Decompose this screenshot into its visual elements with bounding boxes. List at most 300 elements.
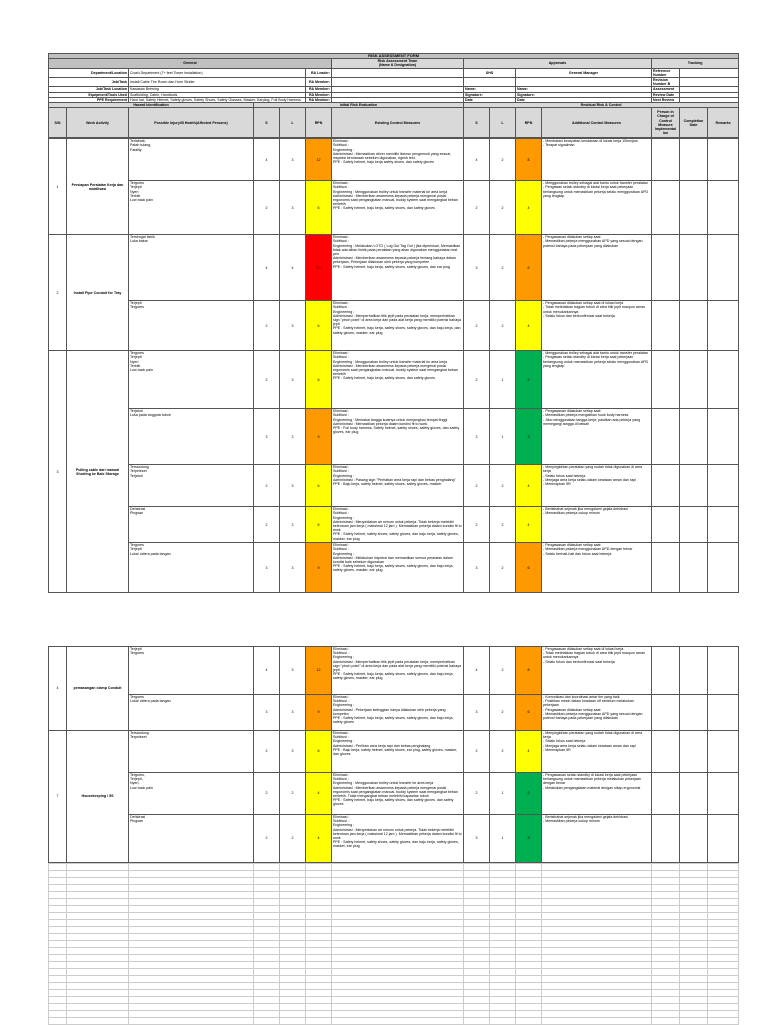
empty-cell[interactable]: [490, 976, 516, 983]
empty-cell[interactable]: [49, 927, 67, 934]
empty-cell[interactable]: [516, 899, 542, 906]
empty-cell[interactable]: [332, 871, 464, 878]
empty-cell[interactable]: [516, 976, 542, 983]
empty-cell[interactable]: [67, 1011, 129, 1018]
empty-cell[interactable]: [280, 1011, 306, 1018]
person-in-charge-cell[interactable]: [652, 181, 680, 235]
empty-cell[interactable]: [542, 906, 652, 913]
empty-cell[interactable]: [306, 934, 332, 941]
empty-cell[interactable]: [516, 1011, 542, 1018]
empty-cell[interactable]: [67, 983, 129, 990]
empty-cell[interactable]: [542, 983, 652, 990]
empty-cell[interactable]: [49, 990, 67, 997]
empty-cell[interactable]: [680, 906, 708, 913]
empty-cell[interactable]: [280, 955, 306, 962]
empty-cell[interactable]: [332, 941, 464, 948]
empty-cell[interactable]: [542, 948, 652, 955]
empty-cell[interactable]: [464, 941, 490, 948]
empty-cell[interactable]: [464, 962, 490, 969]
empty-cell[interactable]: [652, 899, 680, 906]
empty-cell[interactable]: [516, 1004, 542, 1011]
empty-cell[interactable]: [516, 948, 542, 955]
empty-cell[interactable]: [464, 997, 490, 1004]
empty-cell[interactable]: [708, 1004, 739, 1011]
empty-cell[interactable]: [129, 976, 254, 983]
remarks-cell[interactable]: [708, 465, 739, 507]
empty-cell[interactable]: [280, 962, 306, 969]
empty-cell[interactable]: [254, 976, 280, 983]
empty-cell[interactable]: [49, 1011, 67, 1018]
empty-cell[interactable]: [280, 871, 306, 878]
empty-cell[interactable]: [280, 885, 306, 892]
empty-cell[interactable]: [67, 899, 129, 906]
empty-cell[interactable]: [680, 885, 708, 892]
empty-cell[interactable]: [332, 864, 464, 871]
empty-cell[interactable]: [254, 871, 280, 878]
empty-cell[interactable]: [306, 1018, 332, 1025]
empty-cell[interactable]: [332, 976, 464, 983]
empty-cell[interactable]: [708, 941, 739, 948]
empty-cell[interactable]: [516, 920, 542, 927]
empty-cell[interactable]: [49, 955, 67, 962]
empty-cell[interactable]: [306, 906, 332, 913]
empty-cell[interactable]: [67, 997, 129, 1004]
empty-cell[interactable]: [490, 864, 516, 871]
empty-cell[interactable]: [708, 1018, 739, 1025]
empty-cell[interactable]: [680, 913, 708, 920]
empty-cell[interactable]: [67, 962, 129, 969]
empty-cell[interactable]: [652, 948, 680, 955]
empty-cell[interactable]: [652, 871, 680, 878]
empty-cell[interactable]: [464, 955, 490, 962]
empty-cell[interactable]: [254, 878, 280, 885]
empty-cell[interactable]: [332, 983, 464, 990]
person-in-charge-cell[interactable]: [652, 235, 680, 301]
empty-cell[interactable]: [708, 885, 739, 892]
empty-cell[interactable]: [652, 934, 680, 941]
empty-cell[interactable]: [129, 892, 254, 899]
empty-cell[interactable]: [254, 997, 280, 1004]
empty-cell[interactable]: [490, 990, 516, 997]
completion-date-cell[interactable]: [680, 731, 708, 773]
empty-cell[interactable]: [280, 990, 306, 997]
ra-leader-value[interactable]: [332, 68, 464, 77]
empty-cell[interactable]: [652, 1018, 680, 1025]
completion-date-cell[interactable]: [680, 773, 708, 815]
empty-cell[interactable]: [254, 941, 280, 948]
empty-cell[interactable]: [542, 934, 652, 941]
empty-cell[interactable]: [280, 997, 306, 1004]
empty-cell[interactable]: [464, 899, 490, 906]
empty-cell[interactable]: [306, 983, 332, 990]
remarks-cell[interactable]: [708, 731, 739, 773]
empty-cell[interactable]: [306, 962, 332, 969]
empty-cell[interactable]: [652, 955, 680, 962]
empty-cell[interactable]: [680, 962, 708, 969]
empty-cell[interactable]: [129, 1018, 254, 1025]
empty-cell[interactable]: [254, 983, 280, 990]
empty-cell[interactable]: [516, 941, 542, 948]
empty-cell[interactable]: [680, 892, 708, 899]
empty-cell[interactable]: [306, 948, 332, 955]
empty-cell[interactable]: [516, 969, 542, 976]
empty-cell[interactable]: [49, 878, 67, 885]
empty-cell[interactable]: [280, 983, 306, 990]
empty-cell[interactable]: [680, 955, 708, 962]
empty-cell[interactable]: [254, 899, 280, 906]
completion-date-cell[interactable]: [680, 543, 708, 593]
empty-cell[interactable]: [129, 927, 254, 934]
empty-cell[interactable]: [680, 934, 708, 941]
empty-cell[interactable]: [680, 948, 708, 955]
empty-cell[interactable]: [490, 983, 516, 990]
empty-cell[interactable]: [67, 934, 129, 941]
empty-cell[interactable]: [129, 983, 254, 990]
remarks-cell[interactable]: [708, 543, 739, 593]
empty-cell[interactable]: [542, 927, 652, 934]
empty-cell[interactable]: [542, 955, 652, 962]
empty-cell[interactable]: [67, 955, 129, 962]
remarks-cell[interactable]: [708, 647, 739, 695]
empty-cell[interactable]: [516, 906, 542, 913]
empty-cell[interactable]: [49, 976, 67, 983]
empty-cell[interactable]: [332, 990, 464, 997]
completion-date-cell[interactable]: [680, 507, 708, 543]
empty-cell[interactable]: [652, 885, 680, 892]
completion-date-cell[interactable]: [680, 301, 708, 351]
empty-cell[interactable]: [67, 1018, 129, 1025]
empty-cell[interactable]: [680, 976, 708, 983]
completion-date-cell[interactable]: [680, 815, 708, 863]
empty-cell[interactable]: [129, 864, 254, 871]
empty-cell[interactable]: [708, 934, 739, 941]
empty-cell[interactable]: [516, 927, 542, 934]
empty-cell[interactable]: [129, 990, 254, 997]
empty-cell[interactable]: [129, 878, 254, 885]
empty-cell[interactable]: [652, 1004, 680, 1011]
empty-cell[interactable]: [680, 1011, 708, 1018]
empty-cell[interactable]: [129, 871, 254, 878]
empty-cell[interactable]: [542, 892, 652, 899]
empty-cell[interactable]: [542, 899, 652, 906]
empty-cell[interactable]: [129, 913, 254, 920]
empty-cell[interactable]: [49, 885, 67, 892]
person-in-charge-cell[interactable]: [652, 409, 680, 465]
empty-cell[interactable]: [306, 885, 332, 892]
person-in-charge-cell[interactable]: [652, 731, 680, 773]
empty-cell[interactable]: [708, 906, 739, 913]
empty-cell[interactable]: [129, 969, 254, 976]
empty-cell[interactable]: [49, 871, 67, 878]
empty-cell[interactable]: [254, 892, 280, 899]
empty-cell[interactable]: [680, 941, 708, 948]
empty-cell[interactable]: [332, 1018, 464, 1025]
empty-cell[interactable]: [129, 920, 254, 927]
empty-cell[interactable]: [464, 927, 490, 934]
revision-number-value[interactable]: [680, 78, 739, 87]
empty-cell[interactable]: [306, 899, 332, 906]
person-in-charge-cell[interactable]: [652, 507, 680, 543]
empty-cell[interactable]: [49, 962, 67, 969]
empty-cell[interactable]: [254, 1004, 280, 1011]
empty-cell[interactable]: [542, 976, 652, 983]
empty-cell[interactable]: [129, 941, 254, 948]
empty-cell[interactable]: [280, 941, 306, 948]
empty-cell[interactable]: [49, 934, 67, 941]
empty-cell[interactable]: [542, 885, 652, 892]
reference-number-value[interactable]: [680, 68, 739, 77]
empty-cell[interactable]: [464, 948, 490, 955]
empty-cell[interactable]: [516, 1018, 542, 1025]
empty-cell[interactable]: [280, 948, 306, 955]
empty-cell[interactable]: [49, 892, 67, 899]
empty-cell[interactable]: [254, 969, 280, 976]
empty-cell[interactable]: [680, 1004, 708, 1011]
empty-cell[interactable]: [708, 962, 739, 969]
remarks-cell[interactable]: [708, 235, 739, 301]
empty-cell[interactable]: [67, 878, 129, 885]
empty-cell[interactable]: [708, 892, 739, 899]
empty-cell[interactable]: [464, 1011, 490, 1018]
completion-date-cell[interactable]: [680, 695, 708, 731]
empty-cell[interactable]: [516, 913, 542, 920]
empty-cell[interactable]: [306, 871, 332, 878]
empty-cell[interactable]: [280, 864, 306, 871]
empty-cell[interactable]: [280, 969, 306, 976]
empty-cell[interactable]: [332, 969, 464, 976]
empty-cell[interactable]: [708, 920, 739, 927]
empty-cell[interactable]: [254, 906, 280, 913]
empty-cell[interactable]: [254, 990, 280, 997]
empty-cell[interactable]: [542, 1018, 652, 1025]
person-in-charge-cell[interactable]: [652, 301, 680, 351]
empty-cell[interactable]: [254, 955, 280, 962]
empty-cell[interactable]: [464, 892, 490, 899]
empty-cell[interactable]: [652, 920, 680, 927]
empty-cell[interactable]: [542, 997, 652, 1004]
empty-cell[interactable]: [464, 1018, 490, 1025]
empty-cell[interactable]: [516, 955, 542, 962]
empty-cell[interactable]: [516, 892, 542, 899]
empty-cell[interactable]: [708, 990, 739, 997]
empty-cell[interactable]: [280, 892, 306, 899]
empty-cell[interactable]: [490, 913, 516, 920]
empty-cell[interactable]: [280, 1018, 306, 1025]
empty-cell[interactable]: [280, 1004, 306, 1011]
empty-cell[interactable]: [67, 906, 129, 913]
remarks-cell[interactable]: [708, 139, 739, 181]
empty-cell[interactable]: [49, 899, 67, 906]
empty-cell[interactable]: [708, 871, 739, 878]
empty-cell[interactable]: [332, 927, 464, 934]
empty-cell[interactable]: [332, 955, 464, 962]
remarks-cell[interactable]: [708, 409, 739, 465]
empty-cell[interactable]: [280, 920, 306, 927]
empty-cell[interactable]: [67, 1004, 129, 1011]
empty-cell[interactable]: [680, 920, 708, 927]
person-in-charge-cell[interactable]: [652, 773, 680, 815]
empty-cell[interactable]: [49, 913, 67, 920]
empty-cell[interactable]: [542, 1004, 652, 1011]
empty-cell[interactable]: [516, 990, 542, 997]
empty-cell[interactable]: [652, 1011, 680, 1018]
empty-cell[interactable]: [652, 913, 680, 920]
empty-cell[interactable]: [332, 1011, 464, 1018]
empty-cell[interactable]: [464, 878, 490, 885]
empty-cell[interactable]: [490, 1011, 516, 1018]
empty-cell[interactable]: [464, 913, 490, 920]
empty-cell[interactable]: [129, 948, 254, 955]
empty-cell[interactable]: [67, 948, 129, 955]
empty-cell[interactable]: [708, 864, 739, 871]
person-in-charge-cell[interactable]: [652, 465, 680, 507]
empty-cell[interactable]: [49, 864, 67, 871]
empty-cell[interactable]: [464, 983, 490, 990]
empty-cell[interactable]: [254, 1018, 280, 1025]
remarks-cell[interactable]: [708, 507, 739, 543]
empty-cell[interactable]: [129, 899, 254, 906]
empty-cell[interactable]: [464, 969, 490, 976]
empty-cell[interactable]: [306, 1004, 332, 1011]
empty-cell[interactable]: [464, 885, 490, 892]
empty-cell[interactable]: [280, 878, 306, 885]
empty-cell[interactable]: [67, 969, 129, 976]
empty-cell[interactable]: [280, 976, 306, 983]
empty-cell[interactable]: [306, 913, 332, 920]
empty-cell[interactable]: [708, 878, 739, 885]
empty-cell[interactable]: [708, 976, 739, 983]
empty-cell[interactable]: [306, 941, 332, 948]
empty-cell[interactable]: [280, 906, 306, 913]
empty-cell[interactable]: [129, 997, 254, 1004]
empty-cell[interactable]: [332, 1004, 464, 1011]
empty-cell[interactable]: [332, 885, 464, 892]
empty-cell[interactable]: [332, 920, 464, 927]
empty-cell[interactable]: [464, 990, 490, 997]
empty-cell[interactable]: [280, 927, 306, 934]
empty-cell[interactable]: [254, 934, 280, 941]
completion-date-cell[interactable]: [680, 647, 708, 695]
empty-cell[interactable]: [306, 997, 332, 1004]
empty-cell[interactable]: [542, 1011, 652, 1018]
empty-cell[interactable]: [332, 997, 464, 1004]
empty-cell[interactable]: [129, 885, 254, 892]
empty-cell[interactable]: [652, 976, 680, 983]
empty-cell[interactable]: [464, 934, 490, 941]
empty-cell[interactable]: [708, 983, 739, 990]
empty-cell[interactable]: [680, 997, 708, 1004]
empty-cell[interactable]: [306, 878, 332, 885]
empty-cell[interactable]: [516, 878, 542, 885]
empty-cell[interactable]: [306, 969, 332, 976]
completion-date-cell[interactable]: [680, 181, 708, 235]
empty-cell[interactable]: [680, 871, 708, 878]
empty-cell[interactable]: [254, 1011, 280, 1018]
remarks-cell[interactable]: [708, 181, 739, 235]
empty-cell[interactable]: [254, 913, 280, 920]
empty-cell[interactable]: [129, 962, 254, 969]
empty-cell[interactable]: [254, 962, 280, 969]
empty-cell[interactable]: [542, 878, 652, 885]
empty-cell[interactable]: [332, 899, 464, 906]
empty-cell[interactable]: [516, 983, 542, 990]
empty-cell[interactable]: [516, 871, 542, 878]
person-in-charge-cell[interactable]: [652, 139, 680, 181]
empty-cell[interactable]: [332, 906, 464, 913]
remarks-cell[interactable]: [708, 773, 739, 815]
empty-cell[interactable]: [490, 997, 516, 1004]
empty-cell[interactable]: [306, 990, 332, 997]
empty-cell[interactable]: [490, 941, 516, 948]
empty-cell[interactable]: [708, 969, 739, 976]
completion-date-cell[interactable]: [680, 139, 708, 181]
empty-cell[interactable]: [464, 906, 490, 913]
empty-cell[interactable]: [67, 941, 129, 948]
empty-cell[interactable]: [542, 913, 652, 920]
completion-date-cell[interactable]: [680, 235, 708, 301]
empty-cell[interactable]: [280, 913, 306, 920]
empty-cell[interactable]: [490, 934, 516, 941]
empty-cell[interactable]: [306, 976, 332, 983]
empty-cell[interactable]: [652, 892, 680, 899]
empty-cell[interactable]: [490, 878, 516, 885]
empty-cell[interactable]: [464, 871, 490, 878]
empty-cell[interactable]: [680, 899, 708, 906]
empty-cell[interactable]: [516, 962, 542, 969]
empty-cell[interactable]: [680, 983, 708, 990]
empty-cell[interactable]: [490, 955, 516, 962]
empty-cell[interactable]: [680, 878, 708, 885]
empty-cell[interactable]: [490, 871, 516, 878]
person-in-charge-cell[interactable]: [652, 647, 680, 695]
empty-cell[interactable]: [67, 990, 129, 997]
empty-cell[interactable]: [129, 906, 254, 913]
empty-cell[interactable]: [542, 990, 652, 997]
completion-date-cell[interactable]: [680, 465, 708, 507]
empty-cell[interactable]: [652, 990, 680, 997]
empty-cell[interactable]: [680, 969, 708, 976]
completion-date-cell[interactable]: [680, 351, 708, 409]
empty-cell[interactable]: [254, 948, 280, 955]
empty-cell[interactable]: [67, 913, 129, 920]
empty-cell[interactable]: [490, 892, 516, 899]
empty-cell[interactable]: [306, 892, 332, 899]
remarks-cell[interactable]: [708, 695, 739, 731]
empty-cell[interactable]: [49, 920, 67, 927]
empty-cell[interactable]: [542, 941, 652, 948]
person-in-charge-cell[interactable]: [652, 351, 680, 409]
empty-cell[interactable]: [332, 948, 464, 955]
empty-cell[interactable]: [49, 1004, 67, 1011]
empty-cell[interactable]: [306, 1011, 332, 1018]
empty-cell[interactable]: [129, 1011, 254, 1018]
empty-cell[interactable]: [708, 955, 739, 962]
empty-cell[interactable]: [306, 864, 332, 871]
empty-cell[interactable]: [464, 976, 490, 983]
empty-cell[interactable]: [490, 962, 516, 969]
person-in-charge-cell[interactable]: [652, 815, 680, 863]
empty-cell[interactable]: [516, 934, 542, 941]
empty-cell[interactable]: [708, 1011, 739, 1018]
empty-cell[interactable]: [306, 927, 332, 934]
empty-cell[interactable]: [49, 941, 67, 948]
empty-cell[interactable]: [490, 948, 516, 955]
empty-cell[interactable]: [708, 927, 739, 934]
empty-cell[interactable]: [516, 885, 542, 892]
empty-cell[interactable]: [652, 878, 680, 885]
empty-cell[interactable]: [332, 913, 464, 920]
empty-cell[interactable]: [129, 1004, 254, 1011]
